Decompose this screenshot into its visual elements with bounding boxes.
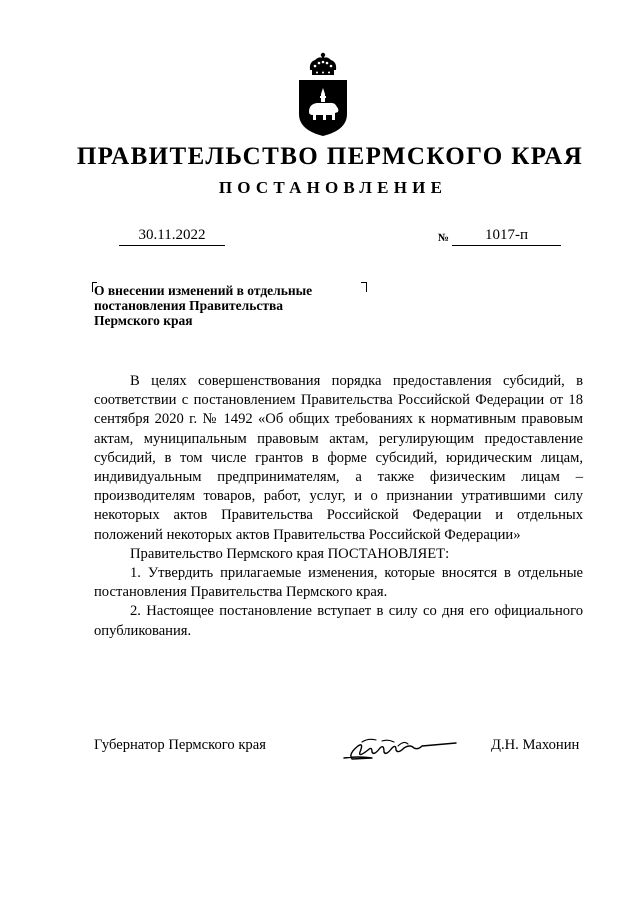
subject-line: О внесении изменений в отдельные <box>94 283 313 298</box>
document-number: 1017-п <box>452 226 561 246</box>
signatory-name: Д.Н. Махонин <box>491 737 580 753</box>
subject-line: Пермского края <box>94 313 193 328</box>
number-label: № <box>438 232 450 244</box>
document-date: 30.11.2022 <box>119 226 225 246</box>
document-body <box>94 372 583 641</box>
body-paragraph-preamble: В целях совершенствования порядка предоставления субсидий, в соответствии с постановлением Правительства Российской Федерации от 18 сентября 2020 г. № 1492 «Об общих требованиях к нормативным правовым актам, муниципальным правовым актам, регулирующим предоставление субсидий, в том числе грантов в форме субсидий, юридическим лицам, индивидуальным предпринимателям, а также физическим лицам – производителям товаров, работ, услуг, и о признании утратившими силу некоторых актов Правительства Российской Федерации и отдельных положений некоторых актов Правительства Российской Федерации» <box>94 373 583 543</box>
government-title: ПРАВИТЕЛЬСТВО ПЕРМСКОГО КРАЯ <box>76 143 584 170</box>
document-subject <box>94 283 364 328</box>
subject-line: постановления Правительства <box>94 298 283 313</box>
body-paragraph-item-2: 2. Настоящее постановление вступает в силу со дня его официального опубликования. <box>94 603 583 639</box>
coat-of-arms-icon <box>295 52 351 138</box>
handwritten-signature-icon <box>338 728 458 768</box>
signatory-role: Губернатор Пермского края <box>94 737 266 753</box>
document-type: ПОСТАНОВЛЕНИЕ <box>218 178 448 197</box>
body-paragraph-item-1: 1. Утвердить прилагаемые изменения, которые вносятся в отдельные постановления Правительства Пермского края. <box>94 565 583 601</box>
body-paragraph-resolves: Правительство Пермского края ПОСТАНОВЛЯЕТ: <box>130 545 450 562</box>
